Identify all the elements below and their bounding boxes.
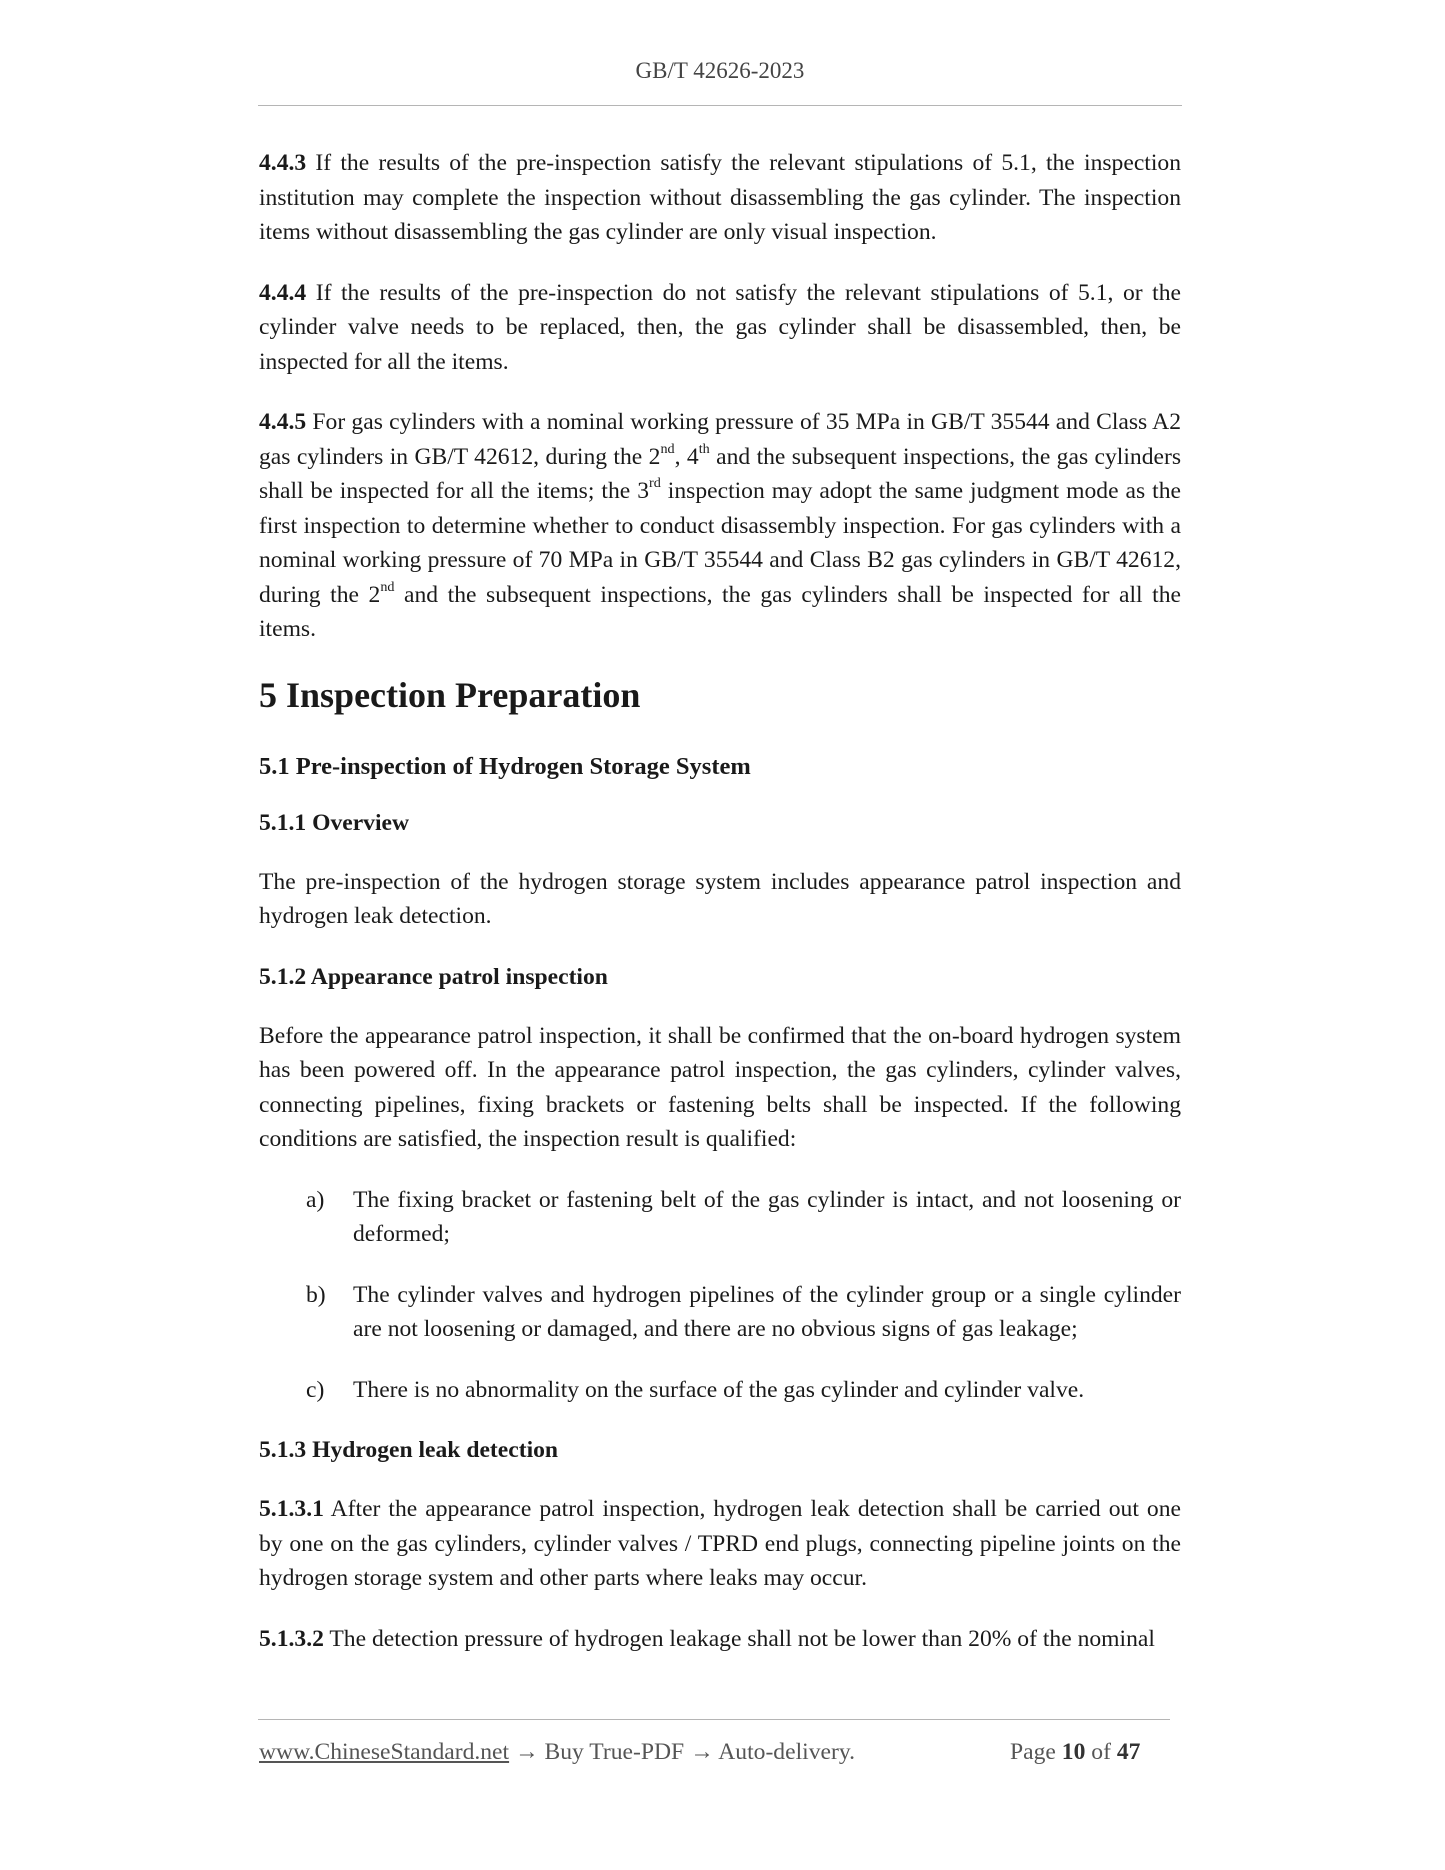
clause-number: 4.4.5 xyxy=(259,409,307,435)
list-marker: c) xyxy=(306,1376,325,1403)
page-indicator xyxy=(1010,1739,1140,1766)
clause-4-4-5 xyxy=(259,405,1181,647)
header-divider xyxy=(258,105,1182,106)
section-heading-5-1: 5.1 Pre-inspection of Hydrogen Storage System xyxy=(259,752,751,780)
section-heading-5: 5 Inspection Preparation xyxy=(259,674,641,715)
clause-text: inspection may adopt the same judgment mode as the first inspection to determine whether to conduct disassembly inspection. For gas cylinders with a nominal working pressure of 70 MPa in GB/T 35544 and Class B2 gas cylinders in GB/T 42612, during the 2 xyxy=(259,478,1181,608)
clause-4-4-3 xyxy=(259,146,1181,250)
clause-text: and the subsequent inspections, the gas cylinders shall be inspected for all the items. xyxy=(259,581,1181,642)
ordinal-suffix: nd xyxy=(660,440,675,457)
clause-text: If the results of the pre-inspection do not satisfy the relevant stipulations of 5.1, or the cylinder valve needs to be replaced, then, the gas cylinder shall be disassembled, then, be inspected for all the items. xyxy=(259,279,1181,375)
clause-4-4-4 xyxy=(259,276,1181,380)
clause-5-1-3-2 xyxy=(259,1622,1181,1657)
patrol-inspection-paragraph: Before the appearance patrol inspection, it shall be confirmed that the on-board hydrogen system has been powered off. In the appearance patrol inspection, the gas cylinders, cylinder valves, connecting pipelines, fixing brackets or fastening belts shall be inspected. If the following conditions are satisfied, the inspection result is qualified: xyxy=(259,1022,1181,1152)
page-total: 47 xyxy=(1116,1739,1141,1765)
page-label: Page xyxy=(1010,1739,1056,1765)
clause-text: The detection pressure of hydrogen leakage shall not be lower than 20% of the nominal xyxy=(329,1625,1155,1652)
list-text: The cylinder valves and hydrogen pipelines of the cylinder group or a single cylinder are not loosening or damaged, and there are no obvious signs of gas leakage; xyxy=(353,1281,1181,1342)
clause-text: After the appearance patrol inspection, hydrogen leak detection shall be carried out one by one on the gas cylinders, cylinder valves / TPRD end plugs, connecting pipeline joints on the hydrogen storage system and other parts where leaks may occur. xyxy=(259,1496,1181,1591)
clause-text: For gas cylinders with a nominal working pressure of 35 MPa in GB/T 35544 and Class A2 gas cylinders in GB/T 42612, during the 2 xyxy=(259,409,1181,470)
footer-divider xyxy=(258,1719,1170,1720)
document-id: GB/T 42626-2023 xyxy=(635,58,805,83)
delivery-text: Auto-delivery. xyxy=(718,1739,855,1765)
clause-number: 4.4.3 xyxy=(259,150,307,176)
page-header xyxy=(258,58,1182,84)
buy-text: Buy True-PDF xyxy=(544,1739,685,1765)
arrow-icon: → xyxy=(690,1739,714,1765)
clause-number: 4.4.4 xyxy=(259,279,307,306)
clause-text: and the subsequent inspections, the gas cylinders shall be inspected for all the items; the 3 xyxy=(259,443,1182,504)
arrow-icon: → xyxy=(515,1739,539,1765)
list-item xyxy=(259,1183,1181,1252)
list-marker: b) xyxy=(306,1281,326,1308)
site-link[interactable]: www.ChineseStandard.net xyxy=(259,1739,510,1765)
of-label: of xyxy=(1091,1739,1111,1765)
list-text: The fixing bracket or fastening belt of the gas cylinder is intact, and not loosening or deformed; xyxy=(353,1186,1181,1247)
clause-number: 5.1.3.2 xyxy=(259,1625,324,1652)
clause-number: 5.1.3.1 xyxy=(259,1496,324,1522)
section-heading-5-1-2: 5.1.2 Appearance patrol inspection xyxy=(259,963,608,990)
page-content xyxy=(259,146,1181,1682)
ordinal-suffix: nd xyxy=(380,578,395,595)
clause-5-1-3-1 xyxy=(259,1492,1181,1596)
section-heading-5-1-3: 5.1.3 Hydrogen leak detection xyxy=(259,1437,559,1463)
section-heading-5-1-1: 5.1.1 Overview xyxy=(259,809,410,836)
ordinal-suffix: th xyxy=(698,440,710,457)
ordinal-suffix: rd xyxy=(649,475,661,492)
list-item xyxy=(259,1278,1181,1347)
list-text: There is no abnormality on the surface of the gas cylinder and cylinder valve. xyxy=(353,1376,1085,1403)
list-item xyxy=(259,1373,1181,1408)
clause-text: , 4 xyxy=(674,443,699,470)
page-number: 10 xyxy=(1061,1739,1086,1765)
clause-text: If the results of the pre-inspection satisfy the relevant stipulations of 5.1, the inspection institution may complete the inspection without disassembling the gas cylinder. The inspection items without disassembling the gas cylinder are only visual inspection. xyxy=(259,150,1181,245)
list-marker: a) xyxy=(306,1186,325,1213)
footer-promo xyxy=(259,1739,855,1766)
overview-paragraph: The pre-inspection of the hydrogen storage system includes appearance patrol inspection and hydrogen leak detection. xyxy=(259,868,1181,929)
